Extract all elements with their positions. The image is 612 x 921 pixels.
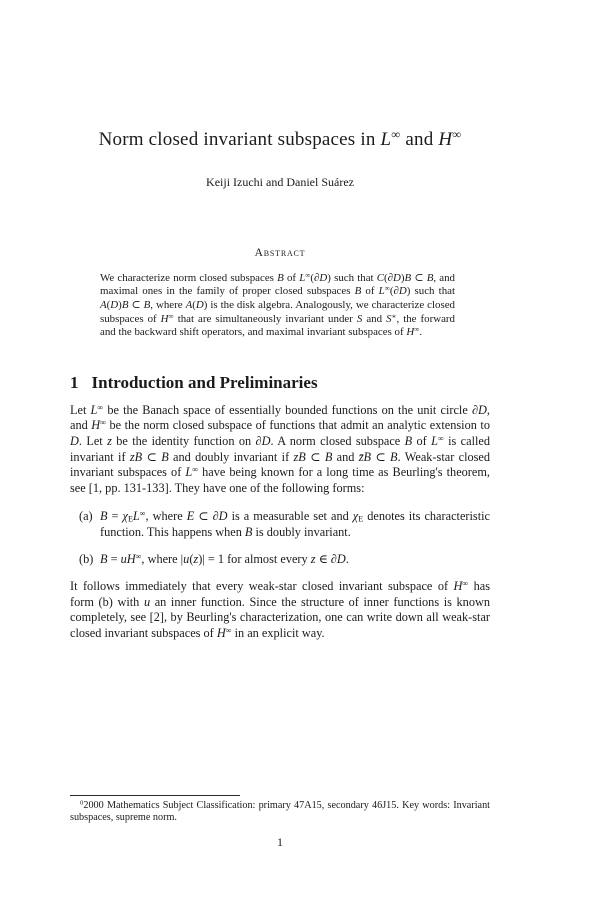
- list-item-label: (b): [79, 551, 94, 566]
- section-number: 1: [70, 372, 79, 392]
- list-item-text: B = uH∞, where |u(z)| = 1 for almost every z ∈ ∂D.: [100, 551, 349, 566]
- footnote-text: [70, 800, 490, 824]
- enumerated-list: [70, 509, 490, 567]
- list-item-text: $B = \chi_EL^\infty$, where E ⊂ ∂D is a measurable set and $\chi_E$ denotes its characteristic function. This happens when B is doubly invariant.: [100, 509, 490, 539]
- footnote-marker: 0: [80, 799, 84, 807]
- list-item-label: (a): [79, 509, 93, 524]
- list-item: [79, 509, 490, 540]
- footnote-body: 2000 Mathematics Subject Classification: primary 47A15, secondary 46J15. Key words: Invariant subspaces, supreme norm.: [70, 800, 490, 823]
- page-number: 1: [277, 835, 283, 849]
- text-block: [0, 129, 612, 641]
- footnote-rule: [70, 795, 240, 796]
- abstract-heading: Abstract: [254, 246, 306, 259]
- abstract-text: We characterize norm closed subspaces B of L∞(∂D) such that C(∂D)B ⊂ B, and maximal ones in the family of proper closed subspaces B of L∞(∂D) such that A(D)B ⊂ B, where A(D) is the disk algebra. Analogously, we characterize closed subspaces of H∞ that are simultaneously invariant under S and S∗, the forward and the backward shift operators, and maximal invariant subspaces of H∞.: [100, 271, 455, 339]
- paragraph-intro: Let L∞ be the Banach space of essentially bounded functions on the unit circle ∂D, and H∞ be the norm closed subspace of functions that admit an analytic extension to D. Let z be the identity function on ∂D. A norm closed subspace B of L∞ is called invariant if zB ⊂ B and doubly invariant if zB ⊂ B and z̄B ⊂ B. Weak-star closed invariant subspaces of L∞ have being known for a long time as Beurling's theorem, see [1, pp. 131-133]. They have one of the following forms:: [70, 402, 491, 495]
- paper-page: [0, 129, 612, 921]
- footnote: [70, 795, 490, 824]
- authors: Keiji Izuchi and Daniel Suárez: [206, 174, 354, 189]
- section-title: Introduction and Preliminaries: [91, 372, 318, 392]
- paragraph-conclusion: It follows immediately that every weak-star closed invariant subspace of H∞ has form (b) with u an inner function. Since the structure of inner functions is known completely, see [2], by Beurling's characterization, one can write down all weak-star closed invariant subspaces of H∞ in an explicit way.: [70, 579, 491, 640]
- paper-title: Norm closed invariant subspaces in L∞ and H∞: [98, 127, 462, 150]
- section-heading: [70, 373, 490, 393]
- list-item: [79, 552, 490, 568]
